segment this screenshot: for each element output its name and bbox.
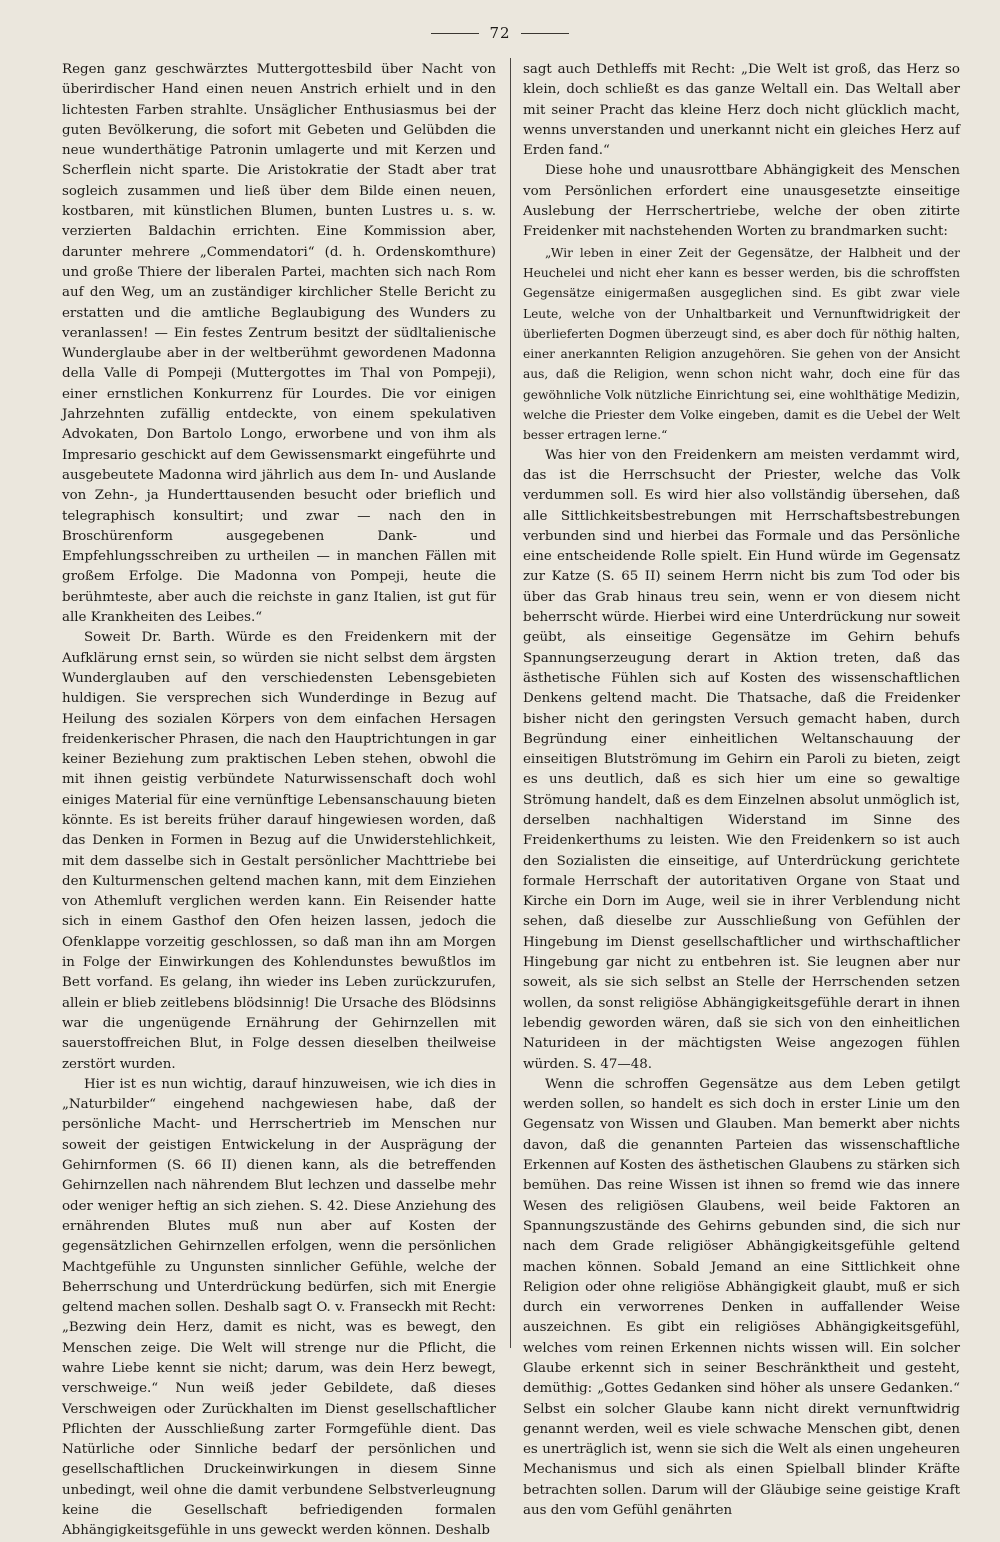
page-number: 72: [489, 24, 511, 42]
paragraph: Soweit Dr. Barth. Würde es den Freidenkern mit der Aufklärung ernst sein, so würden sie nicht selbst dem ärgsten Wunderglauben auf den verschiedensten Lebensgebieten huldigen. Sie versprechen sich Wunderdinge in Bezug auf Heilung des sozialen Körpers von dem einfachen Hersagen freidenkerischer Phrasen, die nach den Hauptrichtungen in gar keiner Beziehung zum praktischen Leben stehen, obwohl die mit ihnen geistig verbündete Naturwissenschaft doch wohl einiges Material für eine vernünftige Lebensanschauung bieten könnte. Es ist bereits früher darauf hingewiesen worden, daß das Denken in Formen in Bezug auf die Unwiderstehlichkeit, mit dem dasselbe sich in Gestalt persönlicher Machttriebe bei den Kulturmenschen geltend machen kann, mit dem Einziehen von Athemluft verglichen werden kann. Ein Reisender hatte sich in einem Gasthof den Ofen heizen lassen, jedoch die Ofenklappe vorzeitig geschlossen, so daß man ihn am Morgen in Folge der Einwirkungen des Kohlendunstes bewußtlos im Bett vorfand. Es gelang, ihn wieder ins Leben zurückzurufen, allein er blieb zeitlebens blödsinnig! Die Ursache des Blödsinns war die ungenügende Ernährung der Gehirnzellen mit sauerstoffreichen Blut, in Folge dessen dieselben theilweise zerstört wurden.: [62, 630, 496, 1072]
header-rule-right: [521, 33, 569, 34]
page-header: [0, 20, 1000, 46]
paragraph: Wenn die schroffen Gegensätze aus dem Leben getilgt werden sollen, so handelt es sich doch in erster Linie um den Gegensatz von Wissen und Glauben. Man bemerkt aber nichts davon, daß die genannten Parteien das wissenschaftliche Erkennen auf Kosten des ästhetischen Glaubens zu stärken sich bemühen. Das reine Wissen ist ihnen so fremd wie das innere Wesen des religiösen Glaubens, weil beide Faktoren an Spannungszustände des Gehirns gebunden sind, die sich nur nach dem Grade religiöser Abhängigkeitsgefühle geltend machen können. Sobald Jemand an eine Sittlichkeit ohne Religion oder ohne religiöse Abhängigkeit glaubt, muß er sich durch ein verworrenes Denken in auffallender Weise auszeichnen. Es gibt ein religiöses Abhängigkeitsgefühl, welches vom reinen Erkennen nichts wissen will. Ein solcher Glaube erkennt sich in seiner Beschränktheit und gesteht, demüthig: „Gottes Gedanken sind höher als unsere Gedanken.“ Selbst ein solcher Glaube kann nicht direkt vernunftwidrig genannt werden, weil es viele schwache Menschen gibt, denen es unerträglich ist, wenn sie sich die Welt als einen ungeheuren Mechanismus und sich als einen Spielball blinder Kräfte betrachten sollen. Darum will der Gläubige seine geistige Kraft aus den vom Gefühl genährten: [523, 1076, 960, 1519]
left-column: [62, 60, 496, 1539]
quotation: „Wir leben in einer Zeit der Gegensätze, der Halbheit und der Heuchelei und nicht eher kann es besser werden, bis die schroffsten Gegensätze einigermaßen ausgeglichen sind. Es gibt zwar viele Leute, welche von der Unhaltbarkeit und Vernunftwidrigkeit der überlieferten Dogmen überzeugt sind, es aber doch für nöthig halten, einer anerkannten Religion anzugehören. Sie gehen von der Ansicht aus, daß die Religion, wenn schon nicht wahr, doch eine für das gewöhnliche Volk nützliche Einrichtung sei, eine wohlthätige Medizin, welche die Priester dem Volke eingeben, damit es die Uebel der Welt besser ertragen lerne.“: [523, 245, 960, 443]
paragraph: Was hier von den Freidenkern am meisten verdammt wird, das ist die Herrschsucht der Priester, welche das Volk verdummen soll. Es wird hier also vollständig übersehen, daß alle Sittlichkeitsbestrebungen mit Herrschaftsbestrebungen verbunden sind und hierbei das Formale und das Persönliche eine entscheidende Rolle spielt. Ein Hund würde im Gegensatz zur Katze (S. 65 II) seinem Herrn nicht bis zum Tod oder bis über das Grab hinaus treu sein, wenn er von diesem nicht beherrscht würde. Hierbei wird eine Unterdrückung nur soweit geübt, als einseitige Gegensätze im Gehirn behufs Spannungserzeugung derart in Aktion treten, daß das ästhetische Fühlen sich auf Kosten des wissenschaftlichen Denkens geltend macht. Die Thatsache, daß die Freidenker bisher nicht den geringsten Versuch gemacht haben, durch Begründung einer einheitlichen Weltanschauung der einseitigen Blutströmung im Gehirn ein Paroli zu bieten, zeigt es uns deutlich, daß es sich hier um eine so gewaltige Strömung handelt, daß es dem Einzelnen absolut unmöglich ist, derselben nachhaltigen Widerstand im Sinne des Freidenkerthums zu leisten. Wie den Freidenkern so ist auch den Sozialisten die einseitige, auf Unterdrückung gerichtete formale Herrschaft der autoritativen Organe von Staat und Kirche ein Dorn im Auge, weil sie in ihrer Verblendung nicht sehen, daß dieselbe zur Ausschließung von Gefühlen der Hingebung im Dienst gesellschaftlicher und wirthschaftlicher Hingebung gar nicht zu entbehren ist. Sie leugnen aber nur soweit, als sie sich selbst an Stelle der Herrschenden setzen wollen, da sonst religiöse Abhängigkeitsgefühle derart in ihnen lebendig geworden wären, daß sie sich von den einheitlichen Naturideen in der mächtigsten Weise angezogen fühlen würden. S. 47—48.: [523, 447, 960, 1072]
paragraph: Regen ganz geschwärztes Muttergottesbild über Nacht von überirdischer Hand einen neuen Anstrich erhielt und in den lichtesten Farben strahlte. Unsäglicher Enthusiasmus bei der guten Bevölkerung, die sofort mit Gebeten und Gelübden die neue wunderthätige Patronin umlagerte und mit Kerzen und Scherflein nicht sparte. Die Aristokratie der Stadt aber trat sogleich zusammen und ließ über dem Bilde einen neuen, kostbaren, mit künstlichen Blumen, bunten Lustres u. s. w. verzierten Baldachin errichten. Eine Kommission aber, darunter mehrere „Commendatori“ (d. h. Ordenskomthure) und große Thiere der liberalen Partei, machten sich nach Rom auf den Weg, um an zuständiger kirchlicher Stelle Bericht zu erstatten und die amtliche Beglaubigung des Wunders zu veranlassen! — Ein festes Zentrum besitzt der südltalienische Wunderglaube aber in der weltberühmt gewordenen Madonna della Valle di Pompeji (Muttergottes im Thal von Pompeji), einer ernstlichen Konkurrenz für Lourdes. Die vor einigen Jahrzehnten zufällig entdeckte, von einem spekulativen Advokaten, Don Bartolo Longo, erworbene und von ihm als Impresario geschickt auf dem Gewissensmarkt eingeführte und ausgebeutete Madonna wird jährlich aus dem In- und Auslande von Zehn-, ja Hunderttausenden besucht oder brieflich und telegraphisch konsultirt; und zwar — nach den in Broschürenform ausgegebenen Dank- und Empfehlungsschreiben zu urtheilen — in manchen Fällen mit großem Erfolge. Die Madonna von Pompeji, heute die berühmteste, aber auch die reichste in ganz Italien, ist gut für alle Krankheiten des Leibes.“: [62, 62, 496, 626]
paragraph: Hier ist es nun wichtig, darauf hinzuweisen, wie ich dies in „Naturbilder“ eingehend nachgewiesen habe, daß der persönliche Macht- und Herrschertrieb im Menschen nur soweit der geistigen Entwickelung in der Ausprägung der Gehirnformen (S. 66 II) dienen kann, als die betreffenden Gehirnzellen nach nährendem Blut lechzen und dasselbe mehr oder weniger heftig an sich ziehen. S. 42. Diese Anziehung des ernährenden Blutes muß nun aber auf Kosten der gegensätzlichen Gehirnzellen erfolgen, wenn die persönlichen Machtgefühle zu Ungunsten sinnlicher Gefühle, welche der Beherrschung und Unterdrückung bedürfen, sich mit Energie geltend machen sollen. Deshalb sagt O. v. Franseckh mit Recht: „Bezwing dein Herz, damit es nicht, was es bewegt, den Menschen zeige. Die Welt will strenge nur die Pflicht, die wahre Liebe kennt sie nicht; darum, was dein Herz bewegt, verschweige.“ Nun weiß jeder Gebildete, daß dieses Verschweigen oder Zurückhalten im Dienst gesellschaftlicher Pflichten der Ausschließung zarter Formgefühle dient. Das Natürliche oder Sinnliche bedarf der persönlichen und gesellschaftlichen Druckeinwirkungen in diesem Sinne unbedingt, weil ohne die damit verbundene Selbstverleugnung keine die Gesellschaft befriedigenden formalen Abhängigkeitsgefühle in uns geweckt werden können. Deshalb: [62, 1076, 496, 1539]
column-divider: [510, 58, 511, 1348]
paragraph: Diese hohe und unausrottbare Abhängigkeit des Menschen vom Persönlichen erfordert eine unausgesetzte einseitige Auslebung der Herrschertriebe, welche der oben zitirte Freidenker mit nachstehenden Worten zu brandmarken sucht:: [523, 163, 960, 240]
paragraph: sagt auch Dethleffs mit Recht: „Die Welt ist groß, das Herz so klein, doch schließt es das ganze Weltall ein. Das Weltall aber mit seiner Pracht das kleine Herz doch nicht glücklich macht, wenns unverstanden und unerkannt nicht ein gleiches Herz auf Erden fand.“: [523, 62, 960, 159]
right-column: [523, 60, 960, 1519]
header-rule-left: [431, 33, 479, 34]
